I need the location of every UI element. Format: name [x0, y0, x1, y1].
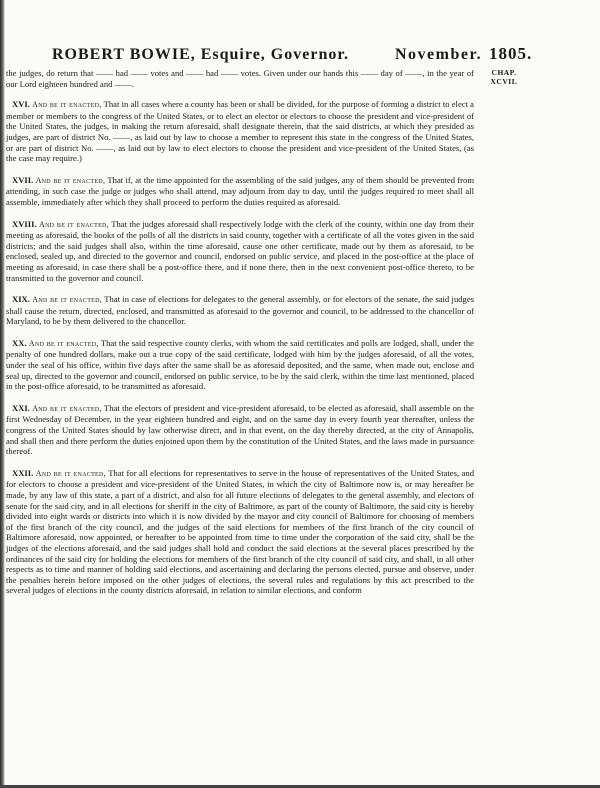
- section-text: That in case of elections for delegates to the general assembly, or for electors of the senate, the said judges shall cause the return, directed, enclosed, and transmitted as aforesaid to the governor and council, to be addressed to the chancellor of Maryland, to be by them delivered to the chancellor.: [6, 294, 474, 327]
- enacting-clause: And be it enacted,: [32, 403, 102, 413]
- section-text: That the electors of president and vice-president aforesaid, to be elected as aforesaid, shall assemble on the first Wednesday of December, in the year eighteen hundred and eight, and on the same day in every fourth year thereafter, unless the congress of the United States should by law otherwise direct, and in that event, on the day thereby directed, at the city of Annapolis, and shall then and there perform the duties enjoined upon them by the constitution of the United States, and the laws made in pursuance thereof.: [6, 402, 474, 457]
- enacting-clause: And be it enacted,: [35, 175, 106, 185]
- enacting-clause: And be it enacted,: [28, 338, 99, 348]
- chapter-label: CHAP.: [491, 68, 517, 77]
- section-text: That in all cases where a county has been or shall be divided, for the purpose of forming a district to elect a member or members to the congress of the United States, or to elect an elector or electors to choose the president and vice-president of the United States, the judges, in making the return aforesaid, shall designate therein, that the said districts, at which they presided as judges, are part of district No. ——, as laid out by law to choose a member to represent this state in the congress of the United States, or are part of district No. ——, as laid out by law to elect electors to choose the president and vice-president of the United States, (as the case may require.): [6, 99, 474, 164]
- document-body: [6, 68, 474, 607]
- section-text: That if, at the time appointed for the assembling of the said judges, any of them should be prevented from attending, in such case the judge or judges who shall attend, may adjourn from day to day, until the judges required to meet shall all assemble, immediately after which they shall proceed to perform the duties required as aforesaid.: [6, 174, 475, 207]
- section-number: XVI.: [12, 99, 30, 110]
- enacting-clause: And be it enacted,: [32, 295, 103, 305]
- page-binding-shadow: [0, 0, 5, 788]
- header-month: November.: [395, 46, 483, 63]
- section-text: That the said respective county clerks, with whom the said certificates and polls are lodged, shall, under the penalty of one hundred dollars, make out a true copy of the said certificate, lodged with him by the judges aforesaid, of all the votes, under the seal of his office, within five days after the same shall be as aforesaid deposited, and the same, when made out, enclose and seal up, directed to the governor and council, endorsed on public service, to be by the said clerk, within the time last mentioned, placed in the post-office aforesaid, to be transmitted as aforesaid.: [6, 337, 474, 392]
- section-xix: [6, 294, 474, 327]
- section-xvi: [6, 99, 474, 164]
- chapter-number: XCVII.: [490, 77, 518, 86]
- section-number: XXII.: [12, 467, 34, 478]
- running-header: [52, 46, 552, 70]
- section-number: XVIII.: [12, 218, 37, 229]
- section-xvii: [6, 175, 474, 208]
- section-number: XXI.: [12, 402, 30, 413]
- section-number: XIX.: [12, 294, 30, 305]
- section-xx: [6, 338, 474, 392]
- section-number: XX.: [12, 337, 27, 348]
- continuation-paragraph: the judges, do return that —— had —— votes and —— had —— votes. Given under our hands this —— day of ——, in the year of our Lord eighteen hundred and ——.: [6, 68, 474, 89]
- enacting-clause: And be it enacted,: [32, 100, 102, 110]
- section-text: That the judges aforesaid shall respectively lodge with the clerk of the county, within one day from their meeting as aforesaid, the books of the polls of all the districts in said county, together with a certificate of all the votes given in the said districts; and the said judges shall also, within the time aforesaid, cause one other certificate, made out by them as aforesaid, to be enclosed, sealed up, and directed to the governor and council, endorsed on public service, and placed in the post-office at the place of meeting as aforesaid, in case there shall be a post-office there, and if none there, then in the next convenient post-office thereto, to be transmitted to the governor and council.: [6, 218, 475, 283]
- section-xviii: [6, 219, 474, 284]
- header-year: 1805.: [489, 44, 533, 63]
- section-xxi: [6, 403, 474, 457]
- margin-chapter-note: [476, 68, 532, 86]
- header-title: ROBERT BOWIE, Esquire, Governor.: [52, 46, 349, 63]
- enacting-clause: And be it enacted,: [39, 219, 109, 229]
- section-number: XVII.: [12, 174, 34, 185]
- section-xxii: [6, 468, 474, 596]
- enacting-clause: And be it enacted,: [35, 468, 106, 478]
- section-text: That for all elections for representatives to serve in the house of representatives of the United States, and for electors to choose a president and vice-president of the United States, in which the city of Baltimore now is, or may hereafter be made, by any law of this state, a part of a district, and also for all future elections of delegates to the general assembly, and electors of senate for the said city, and in all elections for sheriff in the city of Baltimore, as part of the county of Baltimore, the said city is hereby divided into eight wards or districts into which it is now divided by the mayor and city council of Baltimore for choosing of members of the first branch of the city council, and the judges of the said elections for members of the first branch of the city council of Baltimore aforesaid, now appointed, or hereafter to be appointed from time to time under the corporation of the said city, shall be the judges of the elections aforesaid, and the said judges shall hold and conduct the said elections at the several places prescribed by the ordinances of the said city for holding the elections for members of the first branch of the city council of said city, and shall, in all other respects as to time and manner of holding said elections, and ascertaining and declaring the persons elected, pursue and observe, under the penalties herein before imposed on the other judges of elections, the several rules and regulations by this act prescribed to the several judges of elections in the county districts aforesaid, in relation to similar elections, and conform: [6, 467, 474, 596]
